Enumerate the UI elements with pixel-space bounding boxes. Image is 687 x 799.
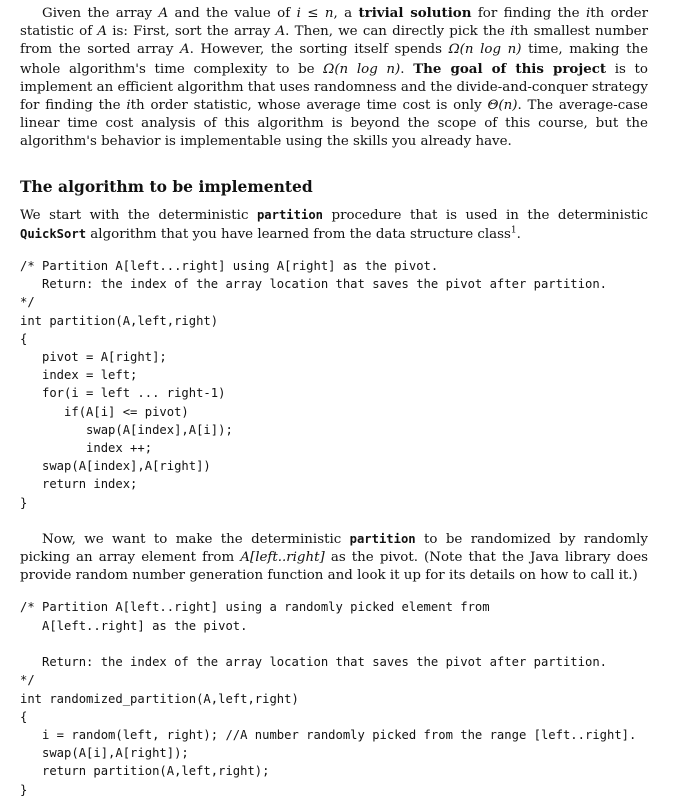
inline-code-partition: partition <box>256 207 323 222</box>
randomized-intro-paragraph: Now, we want to make the deterministic partition to be randomized by randomly picking an array element from A[left..right] as the pivot. (Note that the Java library does provide random number generation function and look it up for its details on how to call it.) <box>20 531 649 584</box>
omega-complexity: Ω(n log n) <box>323 61 401 77</box>
intro-paragraph: Given the array A and the value of i ≤ n, a trivial solution for finding the ith order statistic of A is: First, sort the array A. Then, we can directly pick the ith smallest number from the sorted array A. However, the sorting itself spends Ω(n log n) time, making the whole algorithm's time complexity to be Ω(n log n). The goal of this project is to implement an efficient algorithm that uses randomness and the divide-and-conquer strategy for finding the ith order statistic, whose average time cost is only Θ(n). The average-case linear time cost analysis of this algorithm is beyond the scope of this course, but the algorithm's behavior is implementable using the skills you already have. <box>20 5 649 150</box>
partition-intro-paragraph: We start with the deterministic partition procedure that is used in the deterministic QuickSort algorithm that you have learned from the data structure class$^1$. <box>20 207 648 242</box>
omega-complexity: Ω(n log n) <box>448 42 522 58</box>
section-heading: The algorithm to be implemented <box>20 176 313 196</box>
inline-code-quicksort: QuickSort <box>20 226 87 241</box>
trivial-solution-emphasis: trivial solution <box>358 5 472 21</box>
randomized-partition-code-block: /* Partition A[left..right] using a randomly picked element from A[left..right] as the pivot. Return: the index of the array location that saves the pivot after partition. */ int randomized_partition(A,left,right) { i = random(left, right); //A number randomly picked from the range [left..right]. swap(A[i],A[right]); return partition(A,left,right); } <box>20 600 637 797</box>
footnote-marker: 1 <box>510 225 517 236</box>
document-page <box>20 4 648 799</box>
theta-complexity: Θ(n) <box>487 98 518 114</box>
goal-emphasis: The goal of this project <box>413 60 607 77</box>
array-range: A[left..right] <box>240 550 325 566</box>
inline-code-partition: partition <box>349 531 416 546</box>
partition-code-block: /* Partition A[left...right] using A[right] as the pivot. Return: the index of the array location that saves the pivot after partition. */ int partition(A,left,right) { pivot = A[right]; index = left; for(i = left ... right-1) if(A[i] <= pivot) swap(A[index],A[i]); index ++; swap(A[index],A[right]) return index; } <box>20 259 607 510</box>
